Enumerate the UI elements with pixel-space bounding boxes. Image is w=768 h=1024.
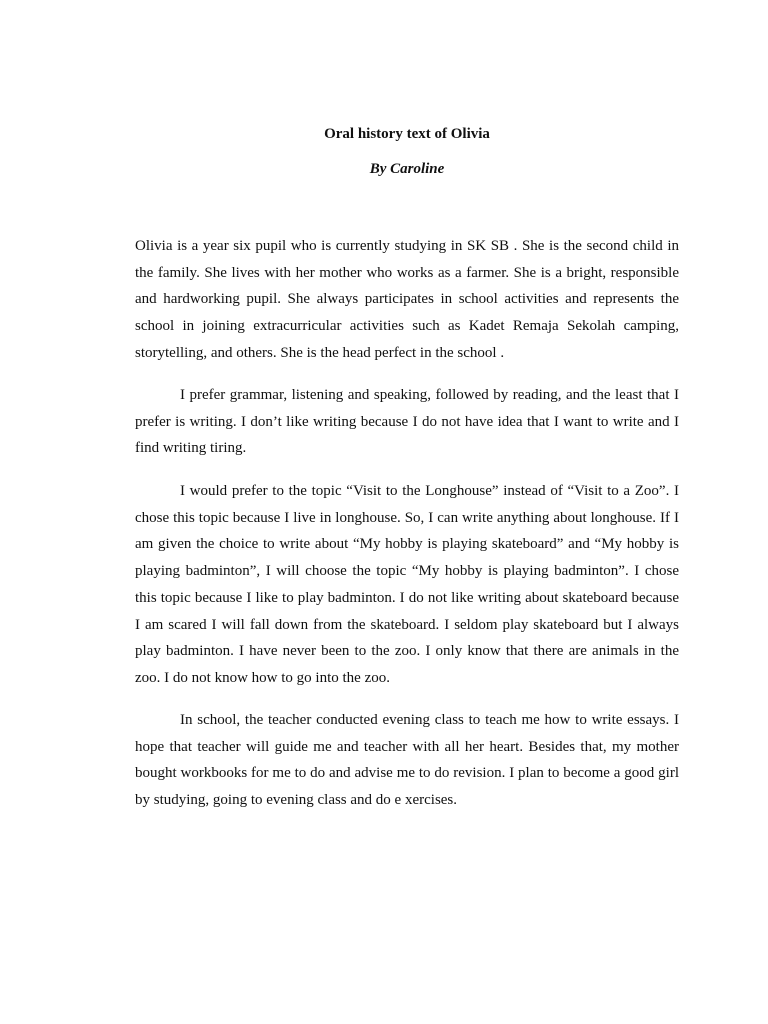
document-author: By Caroline (369, 161, 445, 177)
paragraph-intro: Olivia is a year six pupil who is currently studying in SK SB . She is the second child in the family. She lives with her mother who works as a farmer. She is a bright, responsible and hardworking pupil. She always participates in school activities and represents the school in joining extracurricular activities such as Kadet Remaja Sekolah camping, storytelling, and others. She is the head perfect in the school . (135, 238, 679, 361)
paragraph-preferences: I prefer grammar, listening and speaking, followed by reading, and the least that I prefer is writing. I don’t like writing because I do not have idea that I want to write and I find writing tiring. (135, 387, 679, 457)
paragraph-topic-choice: I would prefer to the topic “Visit to the Longhouse” instead of “Visit to a Zoo”. I chose this topic because I live in longhouse. So, I can write anything about longhouse. If I am given the choice to write about “My hobby is playing skateboard” and “My hobby is playing badminton”, I will choose the topic “My hobby is playing badminton”. I chose this topic because I like to play badminton. I do not like writing about skateboard because I am scared I will fall down from the skateboard. I seldom play skateboard but I always play badminton. I have never been to the zoo. I only know that there are animals in the zoo. I do not know how to go into the zoo. (135, 483, 679, 686)
paragraph-school-plans: In school, the teacher conducted evening class to teach me how to write essays. I hope that teacher will guide me and teacher with all her heart. Besides that, my mother bought workbooks for me to do and advise me to do revision. I plan to become a good girl by studying, going to evening class and do e xercises. (135, 712, 679, 809)
document-title: Oral history text of Olivia (324, 126, 490, 142)
